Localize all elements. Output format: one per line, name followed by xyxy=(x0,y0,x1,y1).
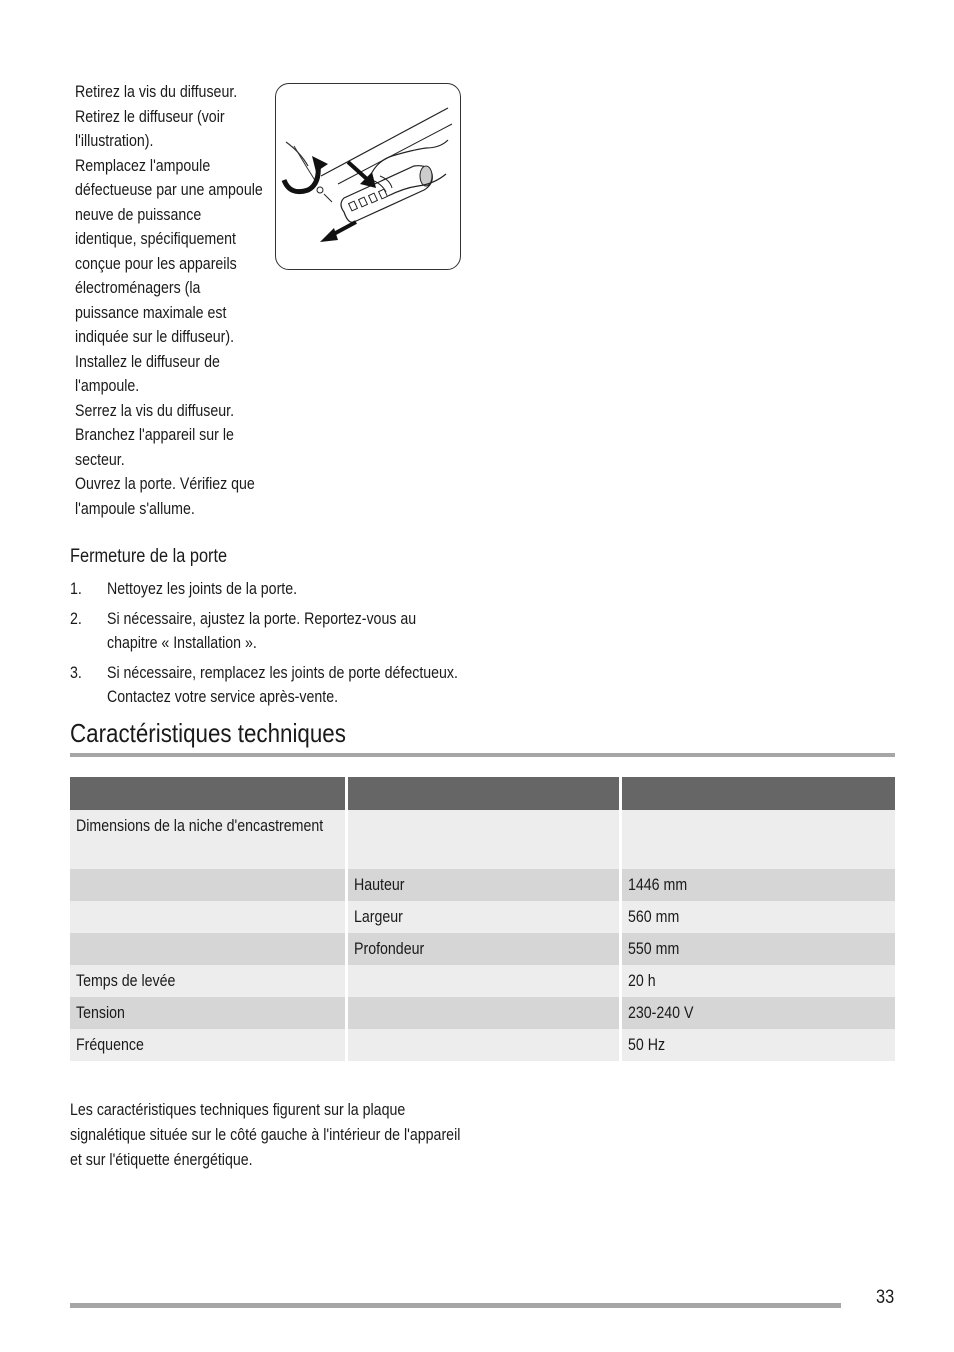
lamp-diffuser-illustration xyxy=(275,83,461,270)
table-header-cell xyxy=(70,777,346,810)
table-header-cell xyxy=(346,777,620,810)
table-cell xyxy=(70,901,346,933)
list-text: Nettoyez les joints de la porte. xyxy=(106,580,298,598)
step: Serrez la vis du diffuseur. xyxy=(75,401,235,420)
table-cell: Hauteur xyxy=(346,869,620,901)
step: Ouvrez la porte. Vérifiez que l'ampoule s'allume. xyxy=(75,475,255,518)
table-cell: Dimensions de la niche d'encastrement xyxy=(70,810,346,869)
footer-rule xyxy=(70,1303,841,1308)
table-cell: 20 h xyxy=(620,965,895,997)
table-cell xyxy=(346,997,620,1029)
table-cell xyxy=(346,1029,620,1061)
step: Remplacez l'ampoule défectueuse par une ampoule neuve de puissance identique, spécifiquement conçue pour les appareils électroménagers (la puissance maximale est indiquée sur le diffuseur). xyxy=(75,156,263,346)
table-cell: Profondeur xyxy=(346,933,620,965)
table-row xyxy=(70,997,895,1029)
tech-specs-table xyxy=(70,777,895,1061)
table-row xyxy=(70,869,895,901)
list-text: Si nécessaire, remplacez les joints de porte défectueux. Contactez votre service après-vente. xyxy=(106,664,458,706)
table-cell: 230-240 V xyxy=(620,997,895,1029)
table-row xyxy=(70,1029,895,1061)
list-item xyxy=(70,577,461,601)
table-cell: 1446 mm xyxy=(620,869,895,901)
table-cell xyxy=(70,869,346,901)
page-number: 33 xyxy=(876,1287,895,1308)
table-cell: 550 mm xyxy=(620,933,895,965)
step: Branchez l'appareil sur le secteur. xyxy=(75,426,234,469)
table-header-row xyxy=(70,777,895,810)
list-number: 1. xyxy=(70,580,82,598)
section-title-tech: Caractéristiques techniques xyxy=(70,718,346,748)
list-item xyxy=(70,661,461,709)
table-cell xyxy=(70,933,346,965)
section-title-door: Fermeture de la porte xyxy=(70,546,228,567)
list-text: Si nécessaire, ajustez la porte. Reportez-vous au chapitre « Installation ». xyxy=(106,610,417,652)
table-cell: Largeur xyxy=(346,901,620,933)
step: Installez le diffuseur de l'ampoule. xyxy=(75,352,220,395)
table-cell xyxy=(620,810,895,869)
table-cell: Tension xyxy=(70,997,346,1029)
table-row xyxy=(70,965,895,997)
step: Retirez le diffuseur (voir l'illustration). xyxy=(75,107,225,150)
list-item xyxy=(70,607,461,655)
tech-note: Les caractéristiques techniques figurent sur la plaque signalétique située sur le côté gauche à l'intérieur de l'appareil et sur l'étiquette énergétique. xyxy=(70,1101,461,1169)
table-cell xyxy=(346,810,620,869)
table-cell xyxy=(346,965,620,997)
section-divider xyxy=(70,753,895,757)
table-cell: 560 mm xyxy=(620,901,895,933)
hand-removing-diffuser-icon xyxy=(276,84,460,269)
table-cell: 50 Hz xyxy=(620,1029,895,1061)
list-number: 3. xyxy=(70,664,82,682)
table-row xyxy=(70,933,895,965)
table-row xyxy=(70,810,895,869)
table-row xyxy=(70,901,895,933)
lamp-replacement-steps xyxy=(75,80,264,521)
table-header-cell xyxy=(620,777,895,810)
table-cell: Fréquence xyxy=(70,1029,346,1061)
list-number: 2. xyxy=(70,610,82,628)
table-cell: Temps de levée xyxy=(70,965,346,997)
door-steps-list xyxy=(70,577,461,715)
step: Retirez la vis du diffuseur. xyxy=(75,83,238,101)
